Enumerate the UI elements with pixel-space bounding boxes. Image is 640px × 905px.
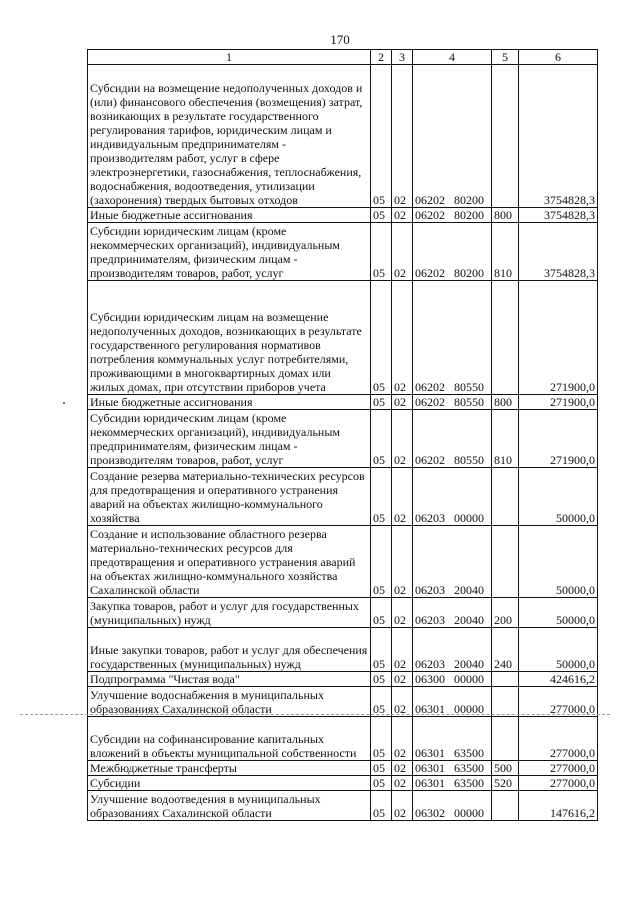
row-name-text: Улучшение водоснабжения в муниципальных образованиях Сахалинской области — [90, 688, 324, 716]
row-name-cell — [88, 223, 371, 281]
row-section-cell: 05 — [371, 468, 392, 526]
row-expense-type-cell: 800 — [492, 395, 519, 410]
target-code-program: 06203 — [415, 583, 445, 597]
table-row — [88, 776, 598, 791]
row-name-text: Субсидии юридическим лицам на возмещение недополученных доходов, возникающих в результате государственного регулирования нормативов потребления коммунальных услуг потребителями, проживающими в многоквартирных домах или жилых домах, при отсутствии приборов учета — [90, 310, 362, 394]
target-code-direction: 80550 — [454, 380, 484, 394]
row-subsection-cell: 02 — [392, 598, 413, 628]
row-subsection-cell: 02 — [392, 687, 413, 717]
row-target-code-cell — [413, 791, 492, 821]
row-target-code-cell — [413, 468, 492, 526]
row-subsection-cell: 02 — [392, 208, 413, 223]
budget-table-body — [88, 65, 598, 821]
row-expense-type-cell — [492, 526, 519, 598]
row-name-cell — [88, 761, 371, 776]
row-expense-type-cell — [492, 468, 519, 526]
row-name-text: Подпрограмма "Чистая вода" — [90, 672, 240, 686]
row-name-text: Субсидии юридическим лицам (кроме некоммерческих организаций), индивидуальным предпринимателям, физическим лицам - производителям товаров, работ, услуг — [90, 224, 340, 280]
row-section-cell: 05 — [371, 598, 392, 628]
row-name-cell — [88, 281, 371, 395]
target-code-direction: 63500 — [454, 776, 484, 790]
row-subsection-cell: 02 — [392, 628, 413, 672]
row-target-code-cell — [413, 65, 492, 208]
row-target-code-cell — [413, 410, 492, 468]
target-code-direction: 20040 — [454, 583, 484, 597]
target-code-program: 06203 — [415, 657, 445, 671]
row-sum-cell: 277000,0 — [519, 687, 598, 717]
target-code-program: 06202 — [415, 453, 445, 467]
row-expense-type-cell: 810 — [492, 410, 519, 468]
table-row — [88, 526, 598, 598]
target-code-direction: 80550 — [454, 453, 484, 467]
budget-table — [87, 49, 598, 821]
target-code-direction: 00000 — [454, 672, 484, 686]
row-name-cell — [88, 672, 371, 687]
row-name-cell — [88, 208, 371, 223]
table-row — [88, 791, 598, 821]
row-section-cell: 05 — [371, 791, 392, 821]
row-subsection-cell: 02 — [392, 65, 413, 208]
column-header: 2 — [371, 50, 392, 65]
row-section-cell: 05 — [371, 410, 392, 468]
row-sum-cell: 3754828,3 — [519, 223, 598, 281]
row-name-cell — [88, 468, 371, 526]
target-code-program: 06301 — [415, 776, 445, 790]
row-subsection-cell: 02 — [392, 672, 413, 687]
row-sum-cell: 271900,0 — [519, 281, 598, 395]
row-name-text: Иные бюджетные ассигнования — [90, 395, 253, 409]
table-row — [88, 628, 598, 672]
target-code-program: 06202 — [415, 266, 445, 280]
table-row — [88, 598, 598, 628]
row-section-cell: 05 — [371, 223, 392, 281]
row-target-code-cell — [413, 761, 492, 776]
row-section-cell: 05 — [371, 687, 392, 717]
row-name-cell — [88, 687, 371, 717]
row-name-text: Иные закупки товаров, работ и услуг для обеспечения государственных (муниципальных) нужд — [90, 643, 368, 671]
target-code-direction: 80550 — [454, 395, 484, 409]
row-expense-type-cell — [492, 791, 519, 821]
row-name-cell — [88, 717, 371, 761]
row-subsection-cell: 02 — [392, 776, 413, 791]
row-name-text: Субсидии на софинансирование капитальных вложений в объекты муниципальной собственности — [90, 732, 357, 760]
row-sum-cell: 50000,0 — [519, 526, 598, 598]
row-subsection-cell: 02 — [392, 223, 413, 281]
target-code-direction: 63500 — [454, 761, 484, 775]
row-section-cell: 05 — [371, 628, 392, 672]
row-expense-type-cell — [492, 672, 519, 687]
target-code-direction: 63500 — [454, 746, 484, 760]
target-code-program: 06203 — [415, 511, 445, 525]
row-sum-cell: 50000,0 — [519, 468, 598, 526]
header-row — [88, 50, 598, 65]
row-section-cell: 05 — [371, 672, 392, 687]
row-section-cell: 05 — [371, 65, 392, 208]
row-target-code-cell — [413, 281, 492, 395]
row-target-code-cell — [413, 208, 492, 223]
row-expense-type-cell: 200 — [492, 598, 519, 628]
row-target-code-cell — [413, 717, 492, 761]
row-name-cell — [88, 65, 371, 208]
row-section-cell: 05 — [371, 281, 392, 395]
scan-speck — [63, 402, 65, 404]
column-header: 4 — [413, 50, 492, 65]
row-target-code-cell — [413, 776, 492, 791]
row-expense-type-cell — [492, 687, 519, 717]
row-target-code-cell — [413, 223, 492, 281]
row-section-cell: 05 — [371, 208, 392, 223]
target-code-program: 06302 — [415, 806, 445, 820]
row-section-cell: 05 — [371, 395, 392, 410]
row-section-cell: 05 — [371, 761, 392, 776]
row-sum-cell: 3754828,3 — [519, 65, 598, 208]
row-name-text: Межбюджетные трансферты — [90, 761, 237, 775]
row-expense-type-cell: 800 — [492, 208, 519, 223]
row-sum-cell: 147616,2 — [519, 791, 598, 821]
row-section-cell: 05 — [371, 526, 392, 598]
row-section-cell: 05 — [371, 717, 392, 761]
target-code-program: 06202 — [415, 208, 445, 222]
row-name-cell — [88, 410, 371, 468]
row-name-text: Улучшение водоотведения в муниципальных образованиях Сахалинской области — [90, 792, 321, 820]
target-code-program: 06203 — [415, 613, 445, 627]
target-code-direction: 20040 — [454, 657, 484, 671]
row-sum-cell: 271900,0 — [519, 395, 598, 410]
target-code-program: 06202 — [415, 395, 445, 409]
target-code-direction: 20040 — [454, 613, 484, 627]
row-name-cell — [88, 776, 371, 791]
row-expense-type-cell: 500 — [492, 761, 519, 776]
target-code-direction: 80200 — [454, 193, 484, 207]
row-name-text: Субсидии юридическим лицам (кроме некоммерческих организаций), индивидуальным предпринимателям, физическим лицам - производителям товаров, работ, услуг — [90, 411, 340, 467]
target-code-direction: 80200 — [454, 208, 484, 222]
row-target-code-cell — [413, 687, 492, 717]
table-row — [88, 761, 598, 776]
row-expense-type-cell — [492, 717, 519, 761]
row-target-code-cell — [413, 672, 492, 687]
row-subsection-cell: 02 — [392, 395, 413, 410]
table-row — [88, 717, 598, 761]
table-row — [88, 281, 598, 395]
row-subsection-cell: 02 — [392, 717, 413, 761]
row-subsection-cell: 02 — [392, 761, 413, 776]
row-subsection-cell: 02 — [392, 791, 413, 821]
row-name-text: Субсидии — [90, 776, 141, 790]
row-name-cell — [88, 395, 371, 410]
column-header: 3 — [392, 50, 413, 65]
table-row — [88, 672, 598, 687]
row-name-text: Создание резерва материально-технических ресурсов для предотвращения и оперативного устранения аварий на объектах жилищно-коммунального хозяйства — [90, 469, 365, 525]
row-target-code-cell — [413, 628, 492, 672]
row-expense-type-cell — [492, 281, 519, 395]
table-row — [88, 223, 598, 281]
target-code-program: 06202 — [415, 380, 445, 394]
row-name-text: Закупка товаров, работ и услуг для государственных (муниципальных) нужд — [90, 599, 359, 627]
column-header: 6 — [519, 50, 598, 65]
table-row — [88, 687, 598, 717]
row-section-cell: 05 — [371, 776, 392, 791]
row-name-text: Субсидии на возмещение недополученных доходов и (или) финансового обеспечения (возмещения) затрат, возникающих в результате государственного регулирования тарифов, юридическим лицам и индивидуальным предпринимателям - производителям работ, услуг в сфере электроэнергетики, газоснабжения, теплоснабжения, водоснабжения, водоотведения, утилизации (захоронения) твердых бытовых отходов — [90, 81, 363, 207]
row-sum-cell: 277000,0 — [519, 776, 598, 791]
target-code-direction: 00000 — [454, 806, 484, 820]
row-expense-type-cell — [492, 65, 519, 208]
row-sum-cell: 3754828,3 — [519, 208, 598, 223]
target-code-direction: 00000 — [454, 511, 484, 525]
row-subsection-cell: 02 — [392, 468, 413, 526]
target-code-program: 06301 — [415, 702, 445, 716]
row-sum-cell: 424616,2 — [519, 672, 598, 687]
row-sum-cell: 277000,0 — [519, 761, 598, 776]
row-name-cell — [88, 598, 371, 628]
row-name-text: Иные бюджетные ассигнования — [90, 208, 253, 222]
row-sum-cell: 271900,0 — [519, 410, 598, 468]
column-header: 1 — [88, 50, 371, 65]
table-row — [88, 65, 598, 208]
table-row — [88, 395, 598, 410]
target-code-direction: 00000 — [454, 702, 484, 716]
row-target-code-cell — [413, 598, 492, 628]
target-code-program: 06301 — [415, 746, 445, 760]
row-name-cell — [88, 791, 371, 821]
row-name-text: Создание и использование областного резерва материально-технических ресурсов для предотвращения и оперативного устранения аварий на объектах жилищно-коммунального хозяйства Сахалинской области — [90, 527, 356, 597]
table-row — [88, 468, 598, 526]
row-sum-cell: 50000,0 — [519, 628, 598, 672]
row-expense-type-cell: 520 — [492, 776, 519, 791]
table-row — [88, 410, 598, 468]
column-header: 5 — [492, 50, 519, 65]
row-name-cell — [88, 628, 371, 672]
table-row — [88, 208, 598, 223]
row-target-code-cell — [413, 526, 492, 598]
target-code-direction: 80200 — [454, 266, 484, 280]
target-code-program: 06202 — [415, 193, 445, 207]
row-subsection-cell: 02 — [392, 410, 413, 468]
row-target-code-cell — [413, 395, 492, 410]
row-sum-cell: 50000,0 — [519, 598, 598, 628]
target-code-program: 06300 — [415, 672, 445, 686]
row-subsection-cell: 02 — [392, 281, 413, 395]
page-number: 170 — [330, 32, 350, 47]
scan-fold-line — [20, 714, 610, 715]
row-subsection-cell: 02 — [392, 526, 413, 598]
row-sum-cell: 277000,0 — [519, 717, 598, 761]
row-expense-type-cell: 810 — [492, 223, 519, 281]
row-expense-type-cell: 240 — [492, 628, 519, 672]
row-name-cell — [88, 526, 371, 598]
target-code-program: 06301 — [415, 761, 445, 775]
